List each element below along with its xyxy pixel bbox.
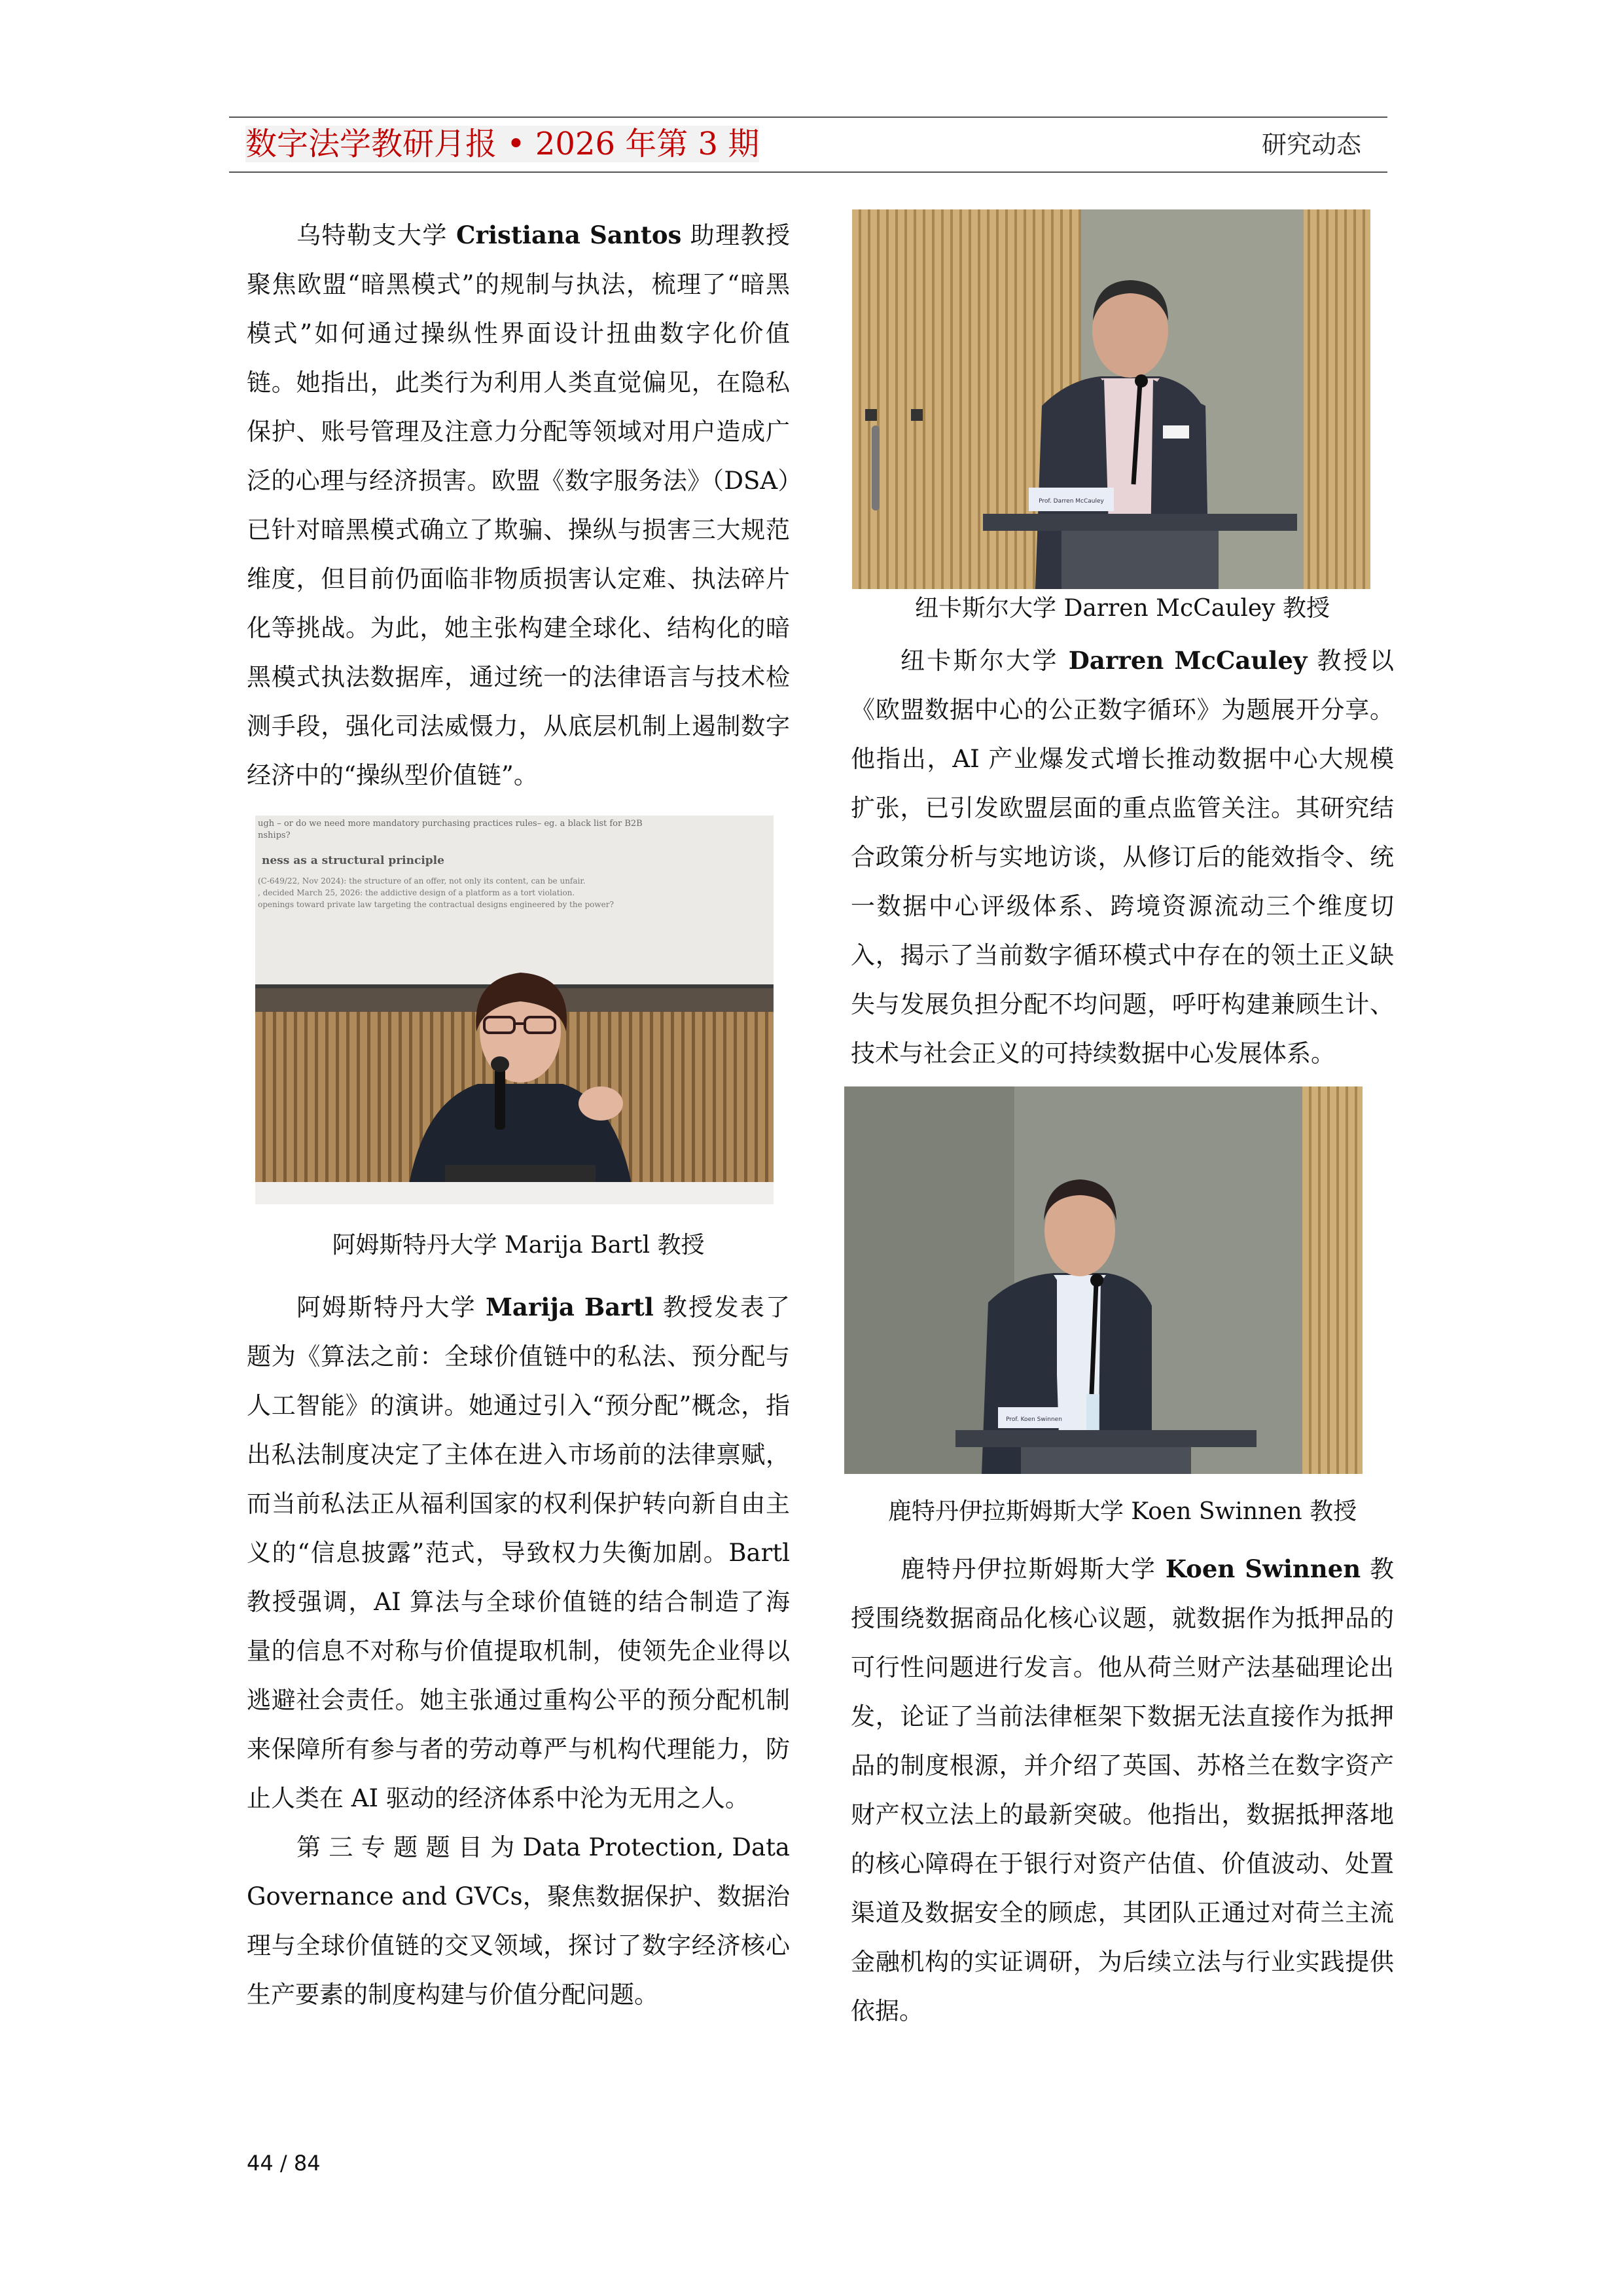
slide-line-2: nships? — [258, 831, 291, 840]
slide-heading: ness as a structural principle — [262, 854, 444, 867]
journal-name: 数字法学教研月报 — [245, 126, 497, 162]
nameplate-mccauley: Prof. Darren McCauley — [1039, 498, 1104, 505]
photo-marija-bartl-image — [255, 816, 774, 1204]
nameplate-swinnen: Prof. Koen Swinnen — [1006, 1416, 1062, 1423]
speaker-name-swinnen: Koen Swinnen — [1165, 1554, 1361, 1583]
journal-header-title: 数字法学教研月报 • 2026 年第 3 期 — [245, 126, 760, 162]
photo-caption-bartl: 阿姆斯特丹大学 Marija Bartl 教授 — [332, 1232, 705, 1259]
paragraph-bartl: 阿姆斯特丹大学 Marija Bartl 教授发表了题为《算法之前：全球价值链中的私法、预分配与人工智能》的演讲。她通过引入“预分配”概念，指出私法制度决定了主体在进入市场前的法律禀赋，而当前私法正从福利国家的权利保护转向新自由主义的“信息披露”范式，导致权力失衡加剧。Bartl 教授强调，AI 算法与全球价值链的结合制造了海量的信息不对称与价值提取机制，使领先企业得以逃避社会责任。她主张通过重构公平的预分配机制来保障所有参与者的劳动尊严与机构代理能力，防止人类在 AI 驱动的经济体系中沦为无用之人。 — [247, 1293, 790, 1812]
slide-line-3: (C‑649/22, Nov 2024): the structure of an offer, not only its content, can be unfair. — [258, 876, 586, 886]
paragraph-mccauley: 纽卡斯尔大学 Darren McCauley 教授以《欧盟数据中心的公正数字循环》为题展开分享。他指出，AI 产业爆发式增长推动数据中心大规模扩张，已引发欧盟层面的重点监管关注。其研究结合政策分析与实地访谈，从修订后的能效指令、统一数据中心评级体系、跨境资源流动三个维度切入，揭示了当前数字循环模式中存在的领土正义缺失与发展负担分配不均问题，呼吁构建兼顾生计、技术与社会正义的可持续数据中心发展体系。 — [851, 646, 1395, 1067]
photo-caption-mccauley: 纽卡斯尔大学 Darren McCauley 教授 — [915, 595, 1330, 622]
photo-koen-swinnen-image — [844, 1086, 1363, 1474]
speaker-name-bartl: Marija Bartl — [485, 1293, 654, 1321]
slide-line-5: openings toward private law targeting the contractual designs engineered by the power? — [258, 900, 614, 909]
header-bottom-rule — [229, 171, 1387, 173]
page-number: 44 / 84 — [247, 2151, 321, 2176]
slide-line-4: , decided March 25, 2026: the addictive design of a platform as a tort violation. — [258, 888, 575, 897]
photo-koen-swinnen — [844, 1086, 1363, 1474]
journal-issue: 2026 年第 3 期 — [535, 126, 760, 162]
photo-caption-swinnen: 鹿特丹伊拉斯姆斯大学 Koen Swinnen 教授 — [887, 1498, 1357, 1525]
speaker-name-mccauley: Darren McCauley — [1068, 646, 1308, 675]
photo-darren-mccauley-image — [852, 209, 1370, 589]
speaker-name-santos: Cristiana Santos — [456, 221, 682, 249]
header-top-rule — [229, 117, 1387, 118]
photo-darren-mccauley — [852, 209, 1370, 589]
slide-line-1: ugh – or do we need more mandatory purchasing practices rules– eg. a black list for B2B — [258, 819, 643, 829]
paragraph-swinnen: 鹿特丹伊拉斯姆斯大学 Koen Swinnen 教授围绕数据商品化核心议题，就数据作为抵押品的可行性问题进行发言。他从荷兰财产法基础理论出发，论证了当前法律框架下数据无法直接作为抵押品的制度根源，并介绍了英国、苏格兰在数字资产财产权立法上的最新突破。他指出，数据抵押落地的核心障碍在于银行对资产估值、价值波动、处置渠道及数据安全的顾虑，其团队正通过对荷兰主流金融机构的实证调研，为后续立法与行业实践提供依据。 — [851, 1554, 1395, 2025]
paragraph-santos: 乌特勒支大学 Cristiana Santos 助理教授聚焦欧盟“暗黑模式”的规制与执法，梳理了“暗黑模式”如何通过操纵性界面设计扭曲数字化价值链。她指出，此类行为利用人类直觉偏见，在隐私保护、账号管理及注意力分配等领域对用户造成广泛的心理与经济损害。欧盟《数字服务法》（DSA）已针对暗黑模式确立了欺骗、操纵与损害三大规范维度，但目前仍面临非物质损害认定难、执法碎片化等挑战。为此，她主张构建全球化、结构化的暗黑模式执法数据库，通过统一的法律语言与技术检测手段，强化司法威慑力，从底层机制上遏制数字经济中的“操纵型价值链”。 — [247, 221, 791, 789]
section-label: 研究动态 — [1261, 130, 1361, 159]
photo-marija-bartl — [255, 816, 774, 1204]
paragraph-third-topic: 第 三 专 题 题 目 为 Data Protection, Data Governance and GVCs，聚焦数据保护、数据治理与全球价值链的交叉领域，探讨了数字经济核心生产要素的制度构建与价值分配问题。 — [247, 1833, 790, 2009]
